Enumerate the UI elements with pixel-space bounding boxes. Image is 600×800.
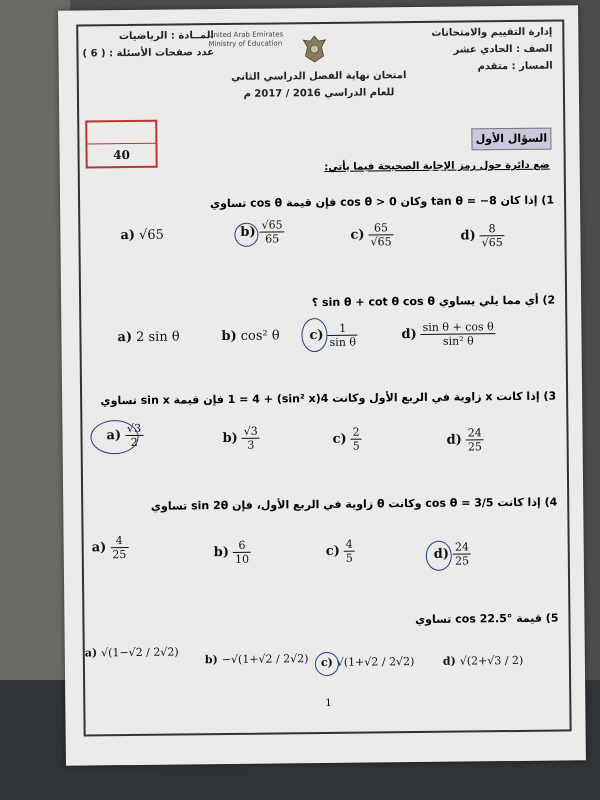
instructions: ضع دائرة حول رمز الإجابة الصحيحة فيما يأتي: — [324, 159, 550, 173]
section-tab: السؤال الأول — [471, 128, 551, 151]
header-page-count: عدد صفحات الأسئلة : ( 6 ) — [82, 47, 215, 60]
question-3-number: 3) — [543, 389, 557, 403]
question-2 — [312, 294, 555, 310]
question-5 — [415, 612, 559, 627]
q2-option-d[interactable]: d) $\frac{\text{sin θ + cos θ}}{\text{sin² θ}}$ — [401, 320, 496, 348]
question-4-number: 4) — [544, 495, 558, 509]
q2-option-c[interactable]: c) $\frac{1}{\text{sin θ}}$ — [309, 321, 357, 349]
ministry-name-en: United Arab Emirates Ministry of Education — [208, 30, 284, 49]
q4-answer-circle — [426, 541, 452, 571]
exam-page — [58, 5, 586, 765]
question-1-number: 1) — [541, 193, 555, 207]
q1-option-d[interactable]: d) $\frac{8}{√65}$ — [460, 222, 503, 250]
q1-answer-circle — [234, 223, 258, 247]
q4-option-b[interactable]: b) $\frac{6}{10}$ — [213, 538, 250, 566]
question-5-text: قيمة cos 22.5° تساوي — [414, 611, 542, 627]
q2-option-b[interactable]: b) cos² θ — [221, 328, 280, 345]
question-5-number: 5) — [545, 611, 559, 625]
q5-answer-circle — [315, 652, 339, 676]
header-subject: المــادة : الرياضيات — [118, 30, 214, 43]
header-left — [82, 27, 214, 62]
score-box — [85, 120, 157, 169]
q3-option-d[interactable]: d) $\frac{24}{25}$ — [446, 426, 482, 454]
exam-title-line2: للعام الدراسي 2016 / 2017 م — [243, 87, 395, 100]
q5-option-a[interactable]: a) √(1−√2 / 2√2) — [84, 645, 179, 660]
exam-title-line1: امتحان نهاية الفصل الدراسي الثاني — [231, 70, 407, 83]
header-grade: الصف : الحادي عشر — [453, 43, 553, 56]
q4-option-a[interactable]: a) $\frac{4}{25}$ — [91, 534, 127, 562]
q4-option-c[interactable]: c) $\frac{4}{5}$ — [325, 537, 353, 565]
q5-option-c[interactable]: c) √(1+√2 / 2√2) — [320, 655, 415, 670]
header-department: إدارة التقييم والامتحانات — [431, 26, 553, 39]
question-4-text: إذا كانت cos θ = 3/5 وكانت θ زاوية في الربع الأول، فإن sin 2θ تساوي — [150, 495, 541, 513]
q3-option-b[interactable]: b) $\frac{√3}{3}$ — [222, 425, 260, 452]
q2-option-a[interactable]: a) 2 sin θ — [117, 329, 180, 346]
question-1-text: إذا كان tan θ = −8 وكان cos θ > 0 فإن قيمة cos θ تساوي — [209, 193, 538, 211]
q1-option-c[interactable]: c) $\frac{65}{√65}$ — [350, 221, 392, 249]
q1-option-b[interactable]: b) $\frac{√65}{65}$ — [240, 218, 285, 245]
q5-option-d[interactable]: d) √(2+√3 / 2) — [442, 653, 524, 668]
q5-option-b[interactable]: b) −√(1+√2 / 2√2) — [204, 652, 309, 667]
q1-option-a[interactable]: a) √65 — [120, 227, 164, 244]
uae-emblem-icon — [301, 34, 327, 64]
q2-answer-circle — [301, 318, 327, 352]
header-track: المسار : متقدم — [477, 60, 553, 73]
header-right — [431, 24, 552, 76]
q3-option-a[interactable]: a) $\frac{√3}{2}$ — [106, 422, 143, 449]
q4-option-d[interactable]: d) $\frac{24}{25}$ — [433, 540, 470, 568]
score-blank — [87, 122, 155, 145]
question-2-number: 2) — [542, 293, 556, 307]
q3-option-c[interactable]: c) $\frac{2}{5}$ — [332, 425, 360, 453]
question-3-text: إذا كانت x زاوية في الربع الأول وكانت 4(sin² x) + 1 = 4 فإن قيمة sin x تساوي — [100, 389, 540, 408]
exam-title — [209, 67, 429, 103]
score-points: 40 — [113, 147, 130, 163]
question-2-text: أي مما يلي يساوي sin θ + cot θ cos θ ؟ — [311, 293, 539, 310]
page-number: 1 — [325, 697, 332, 709]
